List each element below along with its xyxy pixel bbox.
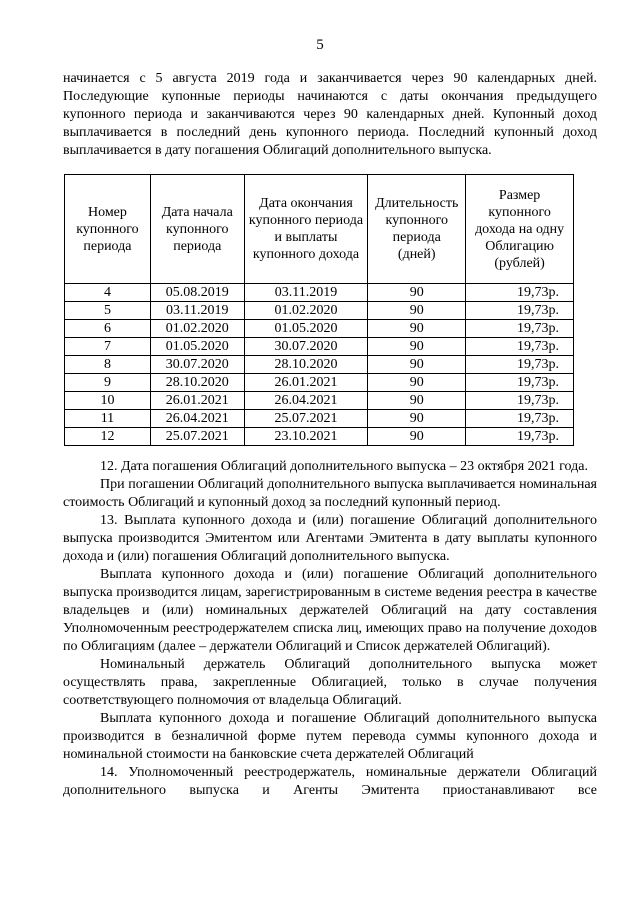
header-duration: Длительность купонного периода (дней) <box>368 175 466 284</box>
cell-amount: 19,73р. <box>466 374 574 392</box>
table-header-row <box>65 175 574 284</box>
coupon-schedule-table <box>64 174 574 446</box>
cell-period: 5 <box>65 302 151 320</box>
paragraph-cashless-payment: Выплата купонного дохода и погашение Облигаций дополнительного выпуска производится в безналичной форме путем перевода суммы купонного дохода и номинальной стоимости на банковские счета держателей Облигаций <box>63 711 597 762</box>
table-row <box>65 338 574 356</box>
cell-end: 26.01.2021 <box>244 374 368 392</box>
cell-period: 10 <box>65 392 151 410</box>
table-row <box>65 356 574 374</box>
cell-amount: 19,73р. <box>466 320 574 338</box>
cell-period: 9 <box>65 374 151 392</box>
cell-start: 01.02.2020 <box>150 320 244 338</box>
cell-amount: 19,73р. <box>466 302 574 320</box>
paragraph-13: 13. Выплата купонного дохода и (или) погашение Облигаций дополнительного выпуска производится Эмитентом или Агентами Эмитента в дату выплаты купонного дохода и (или) погашения Облигаций дополнительного выпуска. <box>63 513 597 564</box>
cell-amount: 19,73р. <box>466 356 574 374</box>
table-row <box>65 392 574 410</box>
table-row <box>65 302 574 320</box>
cell-days: 90 <box>368 410 466 428</box>
paragraph-14: 14. Уполномоченный реестродержатель, номинальные держатели Облигаций дополнительного выпуска и Агенты Эмитента приостанавливают все <box>63 765 597 798</box>
cell-start: 26.01.2021 <box>150 392 244 410</box>
cell-days: 90 <box>368 374 466 392</box>
cell-amount: 19,73р. <box>466 338 574 356</box>
paragraph-12: 12. Дата погашения Облигаций дополнительного выпуска – 23 октября 2021 года. <box>100 459 588 474</box>
cell-start: 25.07.2021 <box>150 428 244 446</box>
cell-end: 26.04.2021 <box>244 392 368 410</box>
cell-amount: 19,73р. <box>466 428 574 446</box>
header-end-date: Дата окончания купонного периода и выплаты купонного дохода <box>244 175 368 284</box>
cell-start: 03.11.2019 <box>150 302 244 320</box>
cell-period: 7 <box>65 338 151 356</box>
cell-days: 90 <box>368 428 466 446</box>
cell-start: 26.04.2021 <box>150 410 244 428</box>
header-coupon-amount: Размер купонного дохода на одну Облигацию (рублей) <box>466 175 574 284</box>
cell-days: 90 <box>368 356 466 374</box>
header-start-date: Дата начала купонного периода <box>150 175 244 284</box>
cell-period: 12 <box>65 428 151 446</box>
cell-start: 30.07.2020 <box>150 356 244 374</box>
cell-end: 30.07.2020 <box>244 338 368 356</box>
intro-text: начинается с 5 августа 2019 года и заканчивается через 90 календарных дней. Последующие купонные периоды начинаются с даты окончания предыдущего купонного периода и заканчиваются через 90 календарных дней. Купонный доход выплачивается в последний день купонного периода. Последний купонный доход выплачивается в дату погашения Облигаций дополнительного выпуска. <box>63 71 597 158</box>
cell-days: 90 <box>368 392 466 410</box>
cell-end: 28.10.2020 <box>244 356 368 374</box>
cell-period: 6 <box>65 320 151 338</box>
cell-days: 90 <box>368 302 466 320</box>
cell-end: 01.05.2020 <box>244 320 368 338</box>
body-text <box>63 458 597 800</box>
table-row <box>65 320 574 338</box>
cell-start: 05.08.2019 <box>150 284 244 302</box>
cell-end: 01.02.2020 <box>244 302 368 320</box>
table-row <box>65 284 574 302</box>
cell-amount: 19,73р. <box>466 392 574 410</box>
cell-period: 11 <box>65 410 151 428</box>
cell-amount: 19,73р. <box>466 284 574 302</box>
cell-days: 90 <box>368 320 466 338</box>
cell-amount: 19,73р. <box>466 410 574 428</box>
intro-paragraph <box>63 70 597 160</box>
table-row <box>65 410 574 428</box>
cell-days: 90 <box>368 338 466 356</box>
cell-end: 23.10.2021 <box>244 428 368 446</box>
cell-period: 8 <box>65 356 151 374</box>
cell-end: 25.07.2021 <box>244 410 368 428</box>
paragraph-payment-recipients: Выплата купонного дохода и (или) погашение Облигаций дополнительного выпуска производится лицам, зарегистрированным в системе ведения реестра в качестве владельцев и (или) номинальных держателей Облигаций на дату составления Уполномоченным реестродержателем списка лиц, имеющих право на получение доходов по Облигациям (далее – держатели Облигаций и Список держателей Облигаций). <box>63 567 597 654</box>
paragraph-redemption: При погашении Облигаций дополнительного выпуска выплачивается номинальная стоимость Облигаций и купонный доход за последний купонный период. <box>63 477 597 510</box>
paragraph-nominal-holder: Номинальный держатель Облигаций дополнительного выпуска может осуществлять права, закрепленные Облигацией, только в случае получения соответствующего полномочия от владельца Облигаций. <box>63 657 597 708</box>
cell-start: 28.10.2020 <box>150 374 244 392</box>
cell-period: 4 <box>65 284 151 302</box>
header-period-number: Номер купонного периода <box>65 175 151 284</box>
table-row <box>65 374 574 392</box>
cell-days: 90 <box>368 284 466 302</box>
table-row <box>65 428 574 446</box>
cell-start: 01.05.2020 <box>150 338 244 356</box>
cell-end: 03.11.2019 <box>244 284 368 302</box>
page-number: 5 <box>316 37 324 53</box>
